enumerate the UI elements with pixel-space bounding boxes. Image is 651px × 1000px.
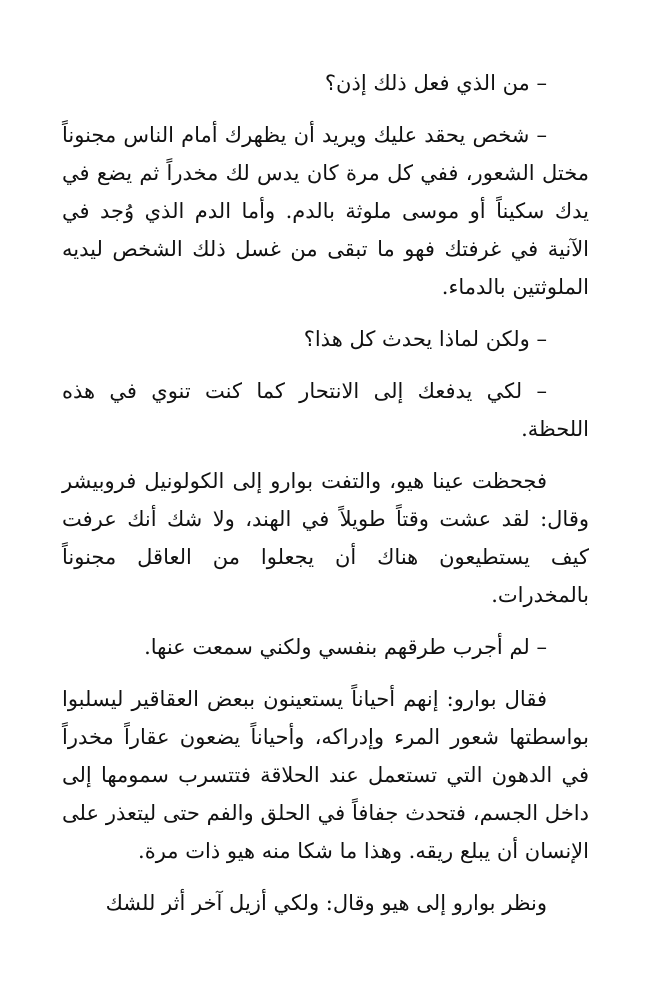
paragraph-2: – شخص يحقد عليك ويريد أن يظهرك أمام الناس مجنوناً مختل الشعور، ففي كل مرة كان يدس لك مخدراً ثم يضع في يدك سكيناً أو موسى ملوثة بالدم. وأما الدم الذي وُجد في الآنية في غرفتك فهو ما تبقى من غسل ذلك الشخص ليديه الملوثتين بالدماء. — [62, 123, 589, 299]
paragraph-7: فقال بوارو: إنهم أحياناً يستعينون ببعض العقاقير ليسلبوا بواسطتها شعور المرء وإدراكه، وأحياناً يضعون عقاراً مخدراً في الدهون التي تستعمل عند الحلاقة فتتسرب سمومها إلى داخل الجسم، فتحدث جفافاً في الحلق والفم حتى ليتعذر على الإنسان أن يبلع ريقه. وهذا ما شكا منه هيو ذات مرة. — [62, 687, 589, 863]
paragraph-1: – من الذي فعل ذلك إذن؟ — [324, 71, 547, 95]
paragraph-3: – ولكن لماذا يحدث كل هذا؟ — [303, 327, 547, 351]
paragraph-4: – لكي يدفعك إلى الانتحار كما كنت تنوي في هذه اللحظة. — [62, 379, 589, 441]
paragraph-8: ونظر بوارو إلى هيو وقال: ولكي أزيل آخر أثر للشك — [105, 891, 547, 915]
paragraph-5: فجحظت عينا هيو، والتفت بوارو إلى الكولونيل فروبيشر وقال: لقد عشت وقتاً طويلاً في الهند، ولا شك أنك عرفت كيف يستطيعون هناك أن يجعلوا من العاقل مجنوناً بالمخدرات. — [62, 469, 589, 607]
paragraph-6: – لم أجرب طرقهم بنفسي ولكني سمعت عنها. — [144, 635, 547, 659]
